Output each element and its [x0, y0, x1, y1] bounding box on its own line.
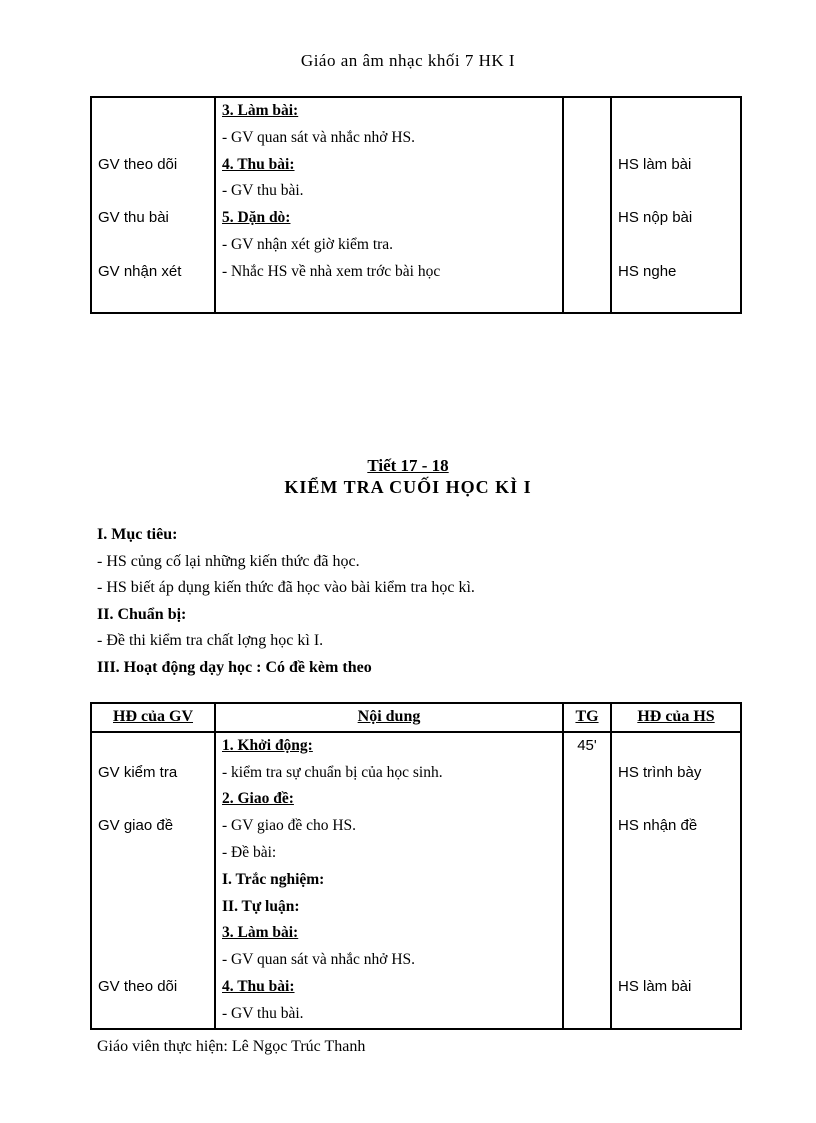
time-cell — [563, 259, 611, 286]
table-row — [91, 178, 741, 205]
table-row — [91, 894, 741, 921]
table-row — [91, 1001, 741, 1029]
gv-cell — [91, 786, 215, 813]
content-cell: 5. Dặn dò: — [215, 205, 563, 232]
time-cell — [563, 867, 611, 894]
hs-cell — [611, 920, 741, 947]
content-cell: II. Tự luận: — [215, 894, 563, 921]
gv-cell — [91, 125, 215, 152]
activity-heading: III. Hoạt động dạy học : Có đề kèm theo — [97, 658, 372, 676]
time-cell — [563, 232, 611, 259]
time-cell — [563, 760, 611, 787]
time-cell — [563, 125, 611, 152]
content-cell: - kiểm tra sự chuẩn bị của học sinh. — [215, 760, 563, 787]
gv-cell — [91, 178, 215, 205]
table-row — [91, 840, 741, 867]
lesson-title-block — [0, 456, 816, 498]
hs-cell — [611, 947, 741, 974]
gv-cell — [91, 920, 215, 947]
lesson-body — [97, 522, 475, 681]
content-cell: - GV nhận xét giờ kiểm tra. — [215, 232, 563, 259]
time-cell — [563, 920, 611, 947]
table-row — [91, 125, 741, 152]
content-cell: - GV quan sát và nhắc nhở HS. — [215, 947, 563, 974]
content-cell: 2. Giao đề: — [215, 786, 563, 813]
gv-cell: GV kiểm tra — [91, 760, 215, 787]
header-hs: HĐ của HS — [611, 703, 741, 732]
time-cell — [563, 97, 611, 125]
table-row — [91, 760, 741, 787]
teacher-footer: Giáo viên thực hiện: Lê Ngọc Trúc Thanh — [97, 1038, 366, 1055]
gv-cell — [91, 286, 215, 314]
gv-cell: GV thu bài — [91, 205, 215, 232]
content-cell: 4. Thu bài: — [215, 152, 563, 179]
table-row — [91, 97, 741, 125]
table-row — [91, 947, 741, 974]
hs-cell — [611, 286, 741, 314]
table-row — [91, 259, 741, 286]
hs-cell — [611, 786, 741, 813]
content-cell: 1. Khởi động: — [215, 732, 563, 760]
time-cell — [563, 894, 611, 921]
hs-cell — [611, 178, 741, 205]
content-cell: I. Trắc nghiệm: — [215, 867, 563, 894]
preparation-item: - Đề thi kiểm tra chất lợng học kì I. — [97, 632, 324, 649]
lesson-number: Tiết 17 - 18 — [367, 456, 449, 475]
gv-cell — [91, 867, 215, 894]
content-cell: 3. Làm bài: — [215, 97, 563, 125]
gv-cell: GV giao đề — [91, 813, 215, 840]
hs-cell: HS nộp bài — [611, 205, 741, 232]
gv-cell — [91, 232, 215, 259]
table-row — [91, 867, 741, 894]
time-cell — [563, 786, 611, 813]
time-cell: 45' — [563, 732, 611, 760]
activity-table — [90, 702, 742, 1030]
time-cell — [563, 974, 611, 1001]
content-cell: - GV giao đề cho HS. — [215, 813, 563, 840]
gv-cell — [91, 840, 215, 867]
content-cell: - GV thu bài. — [215, 1001, 563, 1029]
header-content: Nội dung — [215, 703, 563, 732]
content-cell: - GV quan sát và nhắc nhở HS. — [215, 125, 563, 152]
content-cell: - Đề bài: — [215, 840, 563, 867]
hs-cell — [611, 97, 741, 125]
time-cell — [563, 152, 611, 179]
gv-cell — [91, 732, 215, 760]
objective-heading: I. Mục tiêu: — [97, 526, 178, 543]
gv-cell — [91, 894, 215, 921]
table-row — [91, 813, 741, 840]
time-cell — [563, 1001, 611, 1029]
content-cell: - Nhắc HS về nhà xem trớc bài học — [215, 259, 563, 286]
table-row — [91, 920, 741, 947]
gv-cell: GV theo dõi — [91, 152, 215, 179]
objective-item: - HS củng cố lại những kiến thức đã học. — [97, 552, 360, 570]
hs-cell — [611, 125, 741, 152]
table-row — [91, 152, 741, 179]
content-cell: 3. Làm bài: — [215, 920, 563, 947]
content-cell: - GV thu bài. — [215, 178, 563, 205]
content-cell: 4. Thu bài: — [215, 974, 563, 1001]
gv-cell: GV theo dõi — [91, 974, 215, 1001]
table-row — [91, 232, 741, 259]
hs-cell: HS nghe — [611, 259, 741, 286]
activity-table-continued — [90, 96, 742, 314]
hs-cell — [611, 867, 741, 894]
preparation-heading: II. Chuẩn bị: — [97, 605, 187, 623]
time-cell — [563, 205, 611, 232]
lesson-title: KIỂM TRA CUỐI HỌC KÌ I — [284, 477, 532, 497]
hs-cell — [611, 840, 741, 867]
hs-cell — [611, 1001, 741, 1029]
page-header: Giáo an âm nhạc khối 7 HK I — [300, 51, 516, 70]
hs-cell — [611, 732, 741, 760]
time-cell — [563, 840, 611, 867]
header-gv: HĐ của GV — [91, 703, 215, 732]
hs-cell: HS trình bày — [611, 760, 741, 787]
table-row — [91, 286, 741, 314]
header-tg: TG — [563, 703, 611, 732]
time-cell — [563, 286, 611, 314]
content-cell — [215, 286, 563, 314]
gv-cell — [91, 947, 215, 974]
table-row — [91, 786, 741, 813]
time-cell — [563, 813, 611, 840]
hs-cell — [611, 894, 741, 921]
time-cell — [563, 947, 611, 974]
table-header-row — [91, 703, 741, 732]
gv-cell — [91, 1001, 215, 1029]
objective-item: - HS biết áp dụng kiến thức đã học vào bài kiểm tra học kì. — [97, 579, 475, 596]
time-cell — [563, 178, 611, 205]
gv-cell — [91, 97, 215, 125]
hs-cell: HS làm bài — [611, 974, 741, 1001]
gv-cell: GV nhận xét — [91, 259, 215, 286]
hs-cell: HS làm bài — [611, 152, 741, 179]
table-row — [91, 205, 741, 232]
hs-cell — [611, 232, 741, 259]
table-row — [91, 732, 741, 760]
hs-cell: HS nhận đề — [611, 813, 741, 840]
table-row — [91, 974, 741, 1001]
